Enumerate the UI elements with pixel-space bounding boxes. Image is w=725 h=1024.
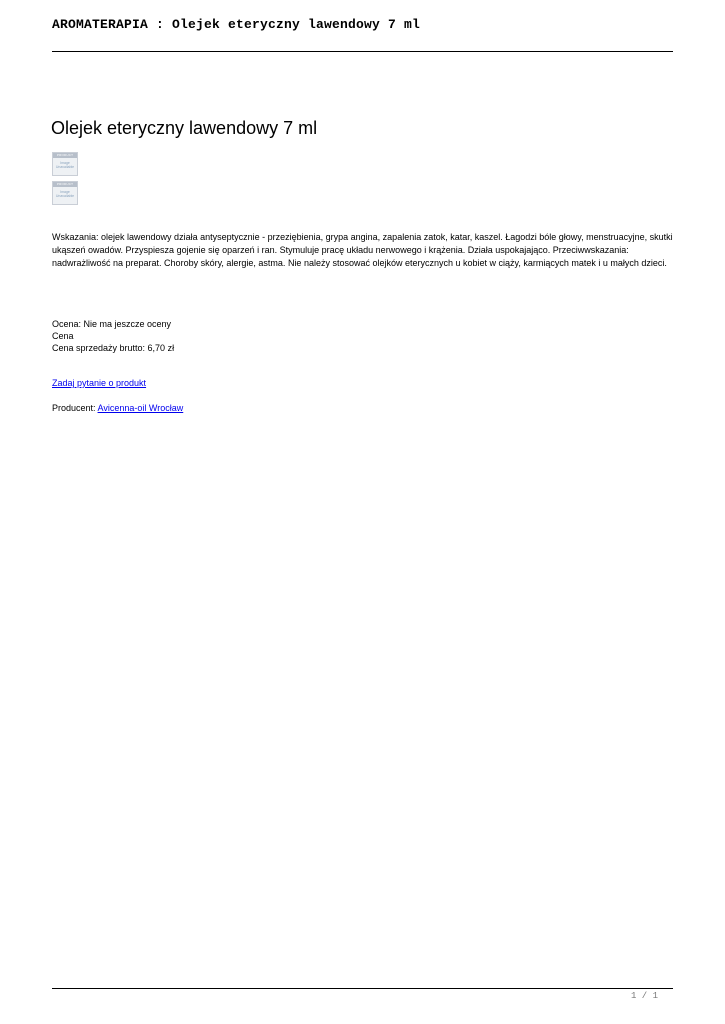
thumbnail-caption-top: PRODUCT [53, 153, 77, 158]
ask-question-line [52, 377, 146, 389]
product-description: Wskazania: olejek lawendowy działa antyseptycznie - przeziębienia, grypa angina, zapalenia zatok, katar, kaszel. Łagodzi bóle głowy, menstruacyjne, skutki ukąszeń owadów. Przyspiesza gojenie się oparzeń i ran. Stymuluje pracę układu nerwowego i krążenia. Działa uspokajająco. Przeciwwskazania: nadwrażliwość na preparat. Choroby skóry, alergie, astma. Nie należy stosować olejków eterycznych u kobiet w ciąży, karmiących matek i u małych dzieci. [52, 232, 673, 268]
footer-divider [52, 988, 673, 989]
ask-question-link[interactable]: Zadaj pytanie o produkt [52, 378, 147, 388]
thumbnail-caption: Image Unavailable [55, 161, 75, 169]
thumbnail-caption: Image Unavailable [55, 190, 75, 198]
header-divider [52, 51, 673, 52]
thumbnail-caption-top: PRODUCT [53, 182, 77, 187]
gross-price: Cena sprzedaży brutto: 6,70 zł [52, 343, 175, 353]
producer-link[interactable]: Avicenna-oil Wrocław [97, 403, 184, 413]
rating-text: Ocena: Nie ma jeszcze oceny [52, 319, 172, 329]
price-label: Cena [52, 331, 74, 341]
product-image-thumbnail[interactable] [52, 152, 78, 176]
page-header: AROMATERAPIA : Olejek eteryczny lawendowy 7 ml [52, 17, 421, 32]
producer-label: Producent: [52, 403, 98, 413]
page-number: 1 / 1 [630, 991, 658, 1001]
product-image-thumbnail[interactable] [52, 181, 78, 205]
product-title: Olejek eteryczny lawendowy 7 ml [51, 118, 318, 138]
producer-line [52, 402, 183, 414]
